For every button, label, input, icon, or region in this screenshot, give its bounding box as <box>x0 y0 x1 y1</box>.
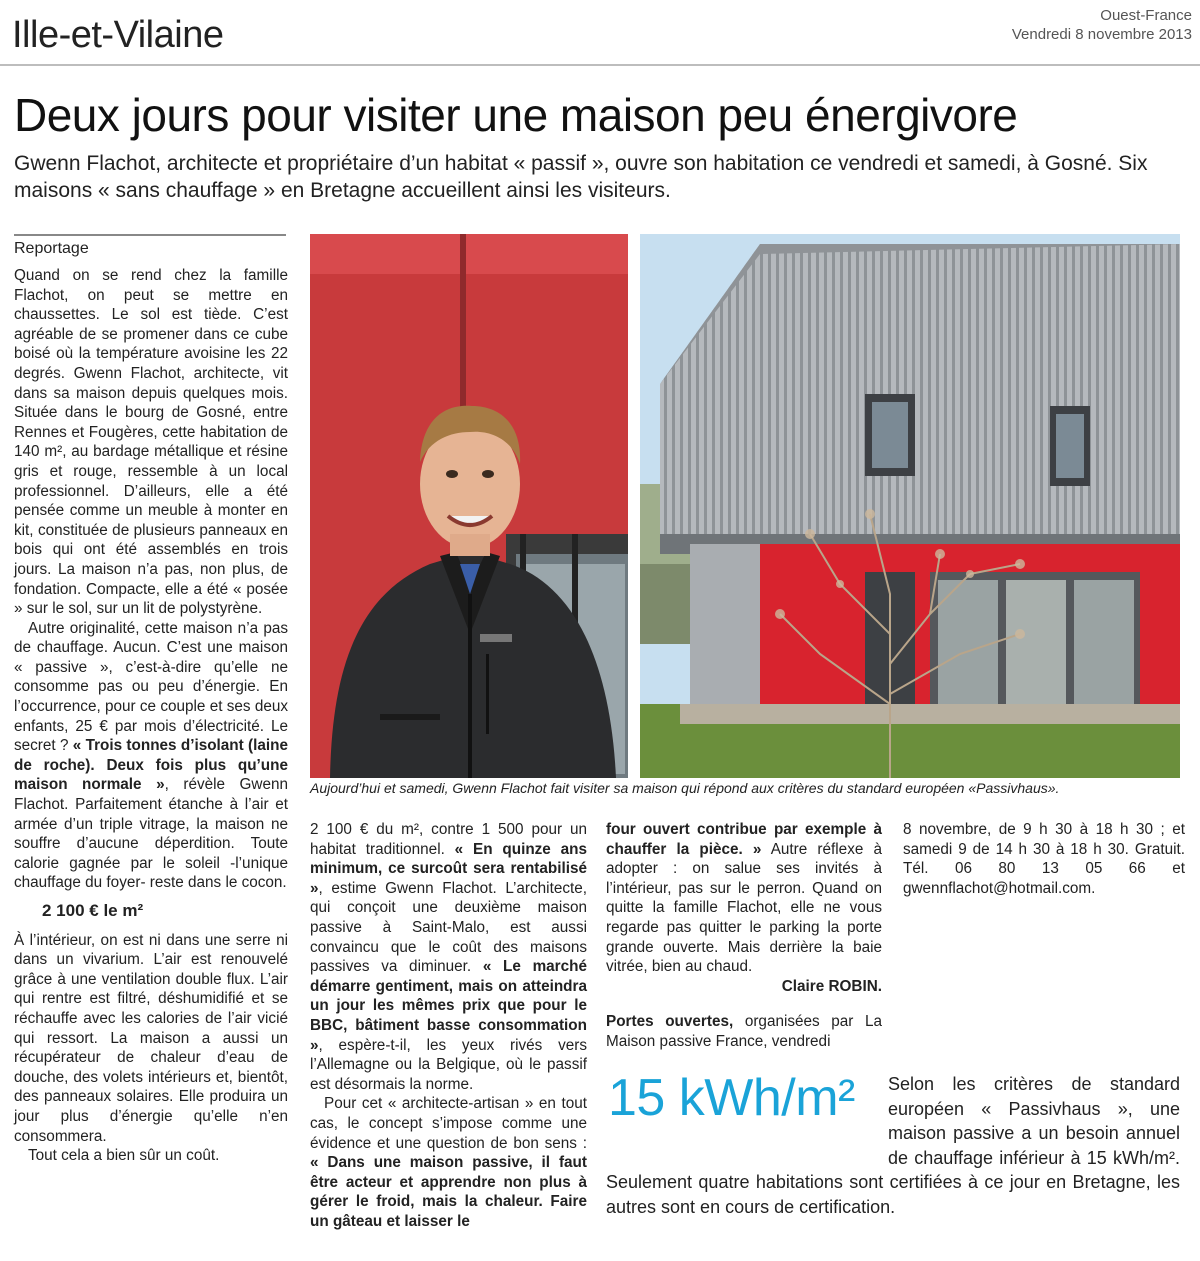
article-column-1 <box>14 266 288 1166</box>
article-column-3 <box>606 820 882 1052</box>
publication-date: Vendredi 8 novembre 2013 <box>1011 26 1192 43</box>
paragraph: Tout cela a bien sûr un coût. <box>28 1147 220 1165</box>
rubric-label: Reportage <box>14 234 286 258</box>
paragraph: four ouvert contribue par exemple à chauffer la pièce. » Autre réflexe à adopter : on salue ses invités à l’intérieur, pas sur le perron. Quand on quitte la famille Flachot, elle ne vous regarde pas quitter le parking la porte grande ouverte. Mais derrière la baie vitrée, bien au chaud. <box>606 821 882 976</box>
section-name: Ille-et-Vilaine <box>12 14 224 56</box>
info-paragraph: Portes ouvertes, organisées par La Maison passive France, vendredi <box>606 1013 882 1050</box>
figure-box-text: Selon les critères de standard européen « Passivhaus », une maison passive a un besoin annuel de chauffage inférieur à 15 kWh/m². Seulement quatre habitations sont certifiées à ce jour en Bretagne, les autres sont en cours de certification. <box>606 1074 1180 1217</box>
article-column-4 <box>903 820 1185 898</box>
subheading: 2 100 € le m² <box>42 901 144 920</box>
masthead <box>1012 6 1192 44</box>
headline: Deux jours pour visiter une maison peu énergivore <box>14 89 1018 141</box>
photo-caption: Aujourd’hui et samedi, Gwenn Flachot fait visiter sa maison qui répond aux critères du standard européen «Passivhaus». <box>310 780 1060 796</box>
author-signature: Claire ROBIN. <box>781 977 882 995</box>
key-figure: 15 kWh/m² <box>608 1069 855 1127</box>
house-photo <box>640 234 1180 778</box>
standfirst: Gwenn Flachot, architecte et propriétaire d’un habitat « passif », ouvre son habitation ce vendredi et samedi, à Gosné. Six maisons « sans chauffage » en Bretagne accueillent ainsi les visiteurs. <box>14 152 1148 202</box>
paragraph: Autre originalité, cette maison n’a pas de chauffage. Aucun. C’est une maison « passive », c’est-à-dire qu’elle ne consomme pas ou peu d’énergie. En l’occurrence, pour ce couple et ses deux enfants, 25 € par mois d’électricité. Le secret ? « Trois tonnes d’isolant (laine de roche). Deux fois plus qu’une maison normale », révèle Gwenn Flachot. Parfaitement étanche à l’air et armée d’un triple vitrage, la maison ne souffre d’aucune déperdition. Toute calorie gagnée par le soleil -l’unique chauffage du foyer- reste dans le cocon. <box>14 619 288 892</box>
article-column-2 <box>310 820 587 1231</box>
paragraph: À l’intérieur, on est ni dans une serre ni dans un vivarium. L’air est renouvelé grâce à une ventilation double flux. L’air qui rentre est filtré, déshumidifié et se réchauffe avec les calories de l’air vicié qui ressort. La maison a aussi un récupérateur de chaleur d’eau de douche, des volets intérieurs et, bientôt, des panneaux solaires. Elle produira un jour plus d’énergie qu’elle n’en consommera. <box>14 931 288 1145</box>
quote: « Trois tonnes d’isolant (laine de roche). Deux fois plus qu’une maison normale » <box>14 737 288 794</box>
info-continued: 8 novembre, de 9 h 30 à 18 h 30 ; et samedi 9 de 14 h 30 à 18 h 30. Gratuit. Tél. 06 80 13 05 66 et gwennflachot@hotmail.com. <box>903 821 1185 897</box>
header-divider <box>0 64 1200 66</box>
paragraph: Quand on se rend chez la famille Flachot, on peut se mettre en chaussettes. Le sol est tiède. C’est agréable de se promener dans ce cube boisé où la température avoisine les 22 degrés. Gwenn Flachot, architecte, vit dans sa maison depuis quelques mois. Située dans le bourg de Gosné, entre Rennes et Fougères, cette habitation de 140 m², au bardage métallique et résine gris et rouge, ressemble à un local professionnel. D’ailleurs, elle a été pensée comme un meuble à monter en kit, constituée de plusieurs panneaux en bois qui ont été assemblés en trois jours. La maison n’a pas, non plus, de fondation. Compacte, elle a été « posée » sur le sol, sur un lit de polystyrène. <box>14 267 288 618</box>
newspaper-name: Ouest-France <box>1100 7 1192 24</box>
paragraph: Pour cet « architecte-artisan » en tout cas, le concept s’impose comme une évidence et une question de bon sens : « Dans une maison passive, il faut être acteur et apprendre non plus à gérer le froid, mais la chaleur. Faire un gâteau et laisser le <box>310 1095 587 1230</box>
paragraph: 2 100 € du m², contre 1 500 pour un habitat traditionnel. « En quinze ans minimum, ce surcoût sera rentabilisé », estime Gwenn Flachot. L’architecte, qui conçoit une deuxième maison passive à Saint-Malo, est aussi convaincu que le coût des maisons passives va diminuer. « Le marché démarre gentiment, mais on atteindra un jour les mêmes prix que pour le BBC, bâtiment basse consommation », espère-t-il, les yeux rivés vers l’Allemagne ou la Belgique, où le passif est désormais la norme. <box>310 821 587 1093</box>
portrait-photo <box>310 234 628 778</box>
